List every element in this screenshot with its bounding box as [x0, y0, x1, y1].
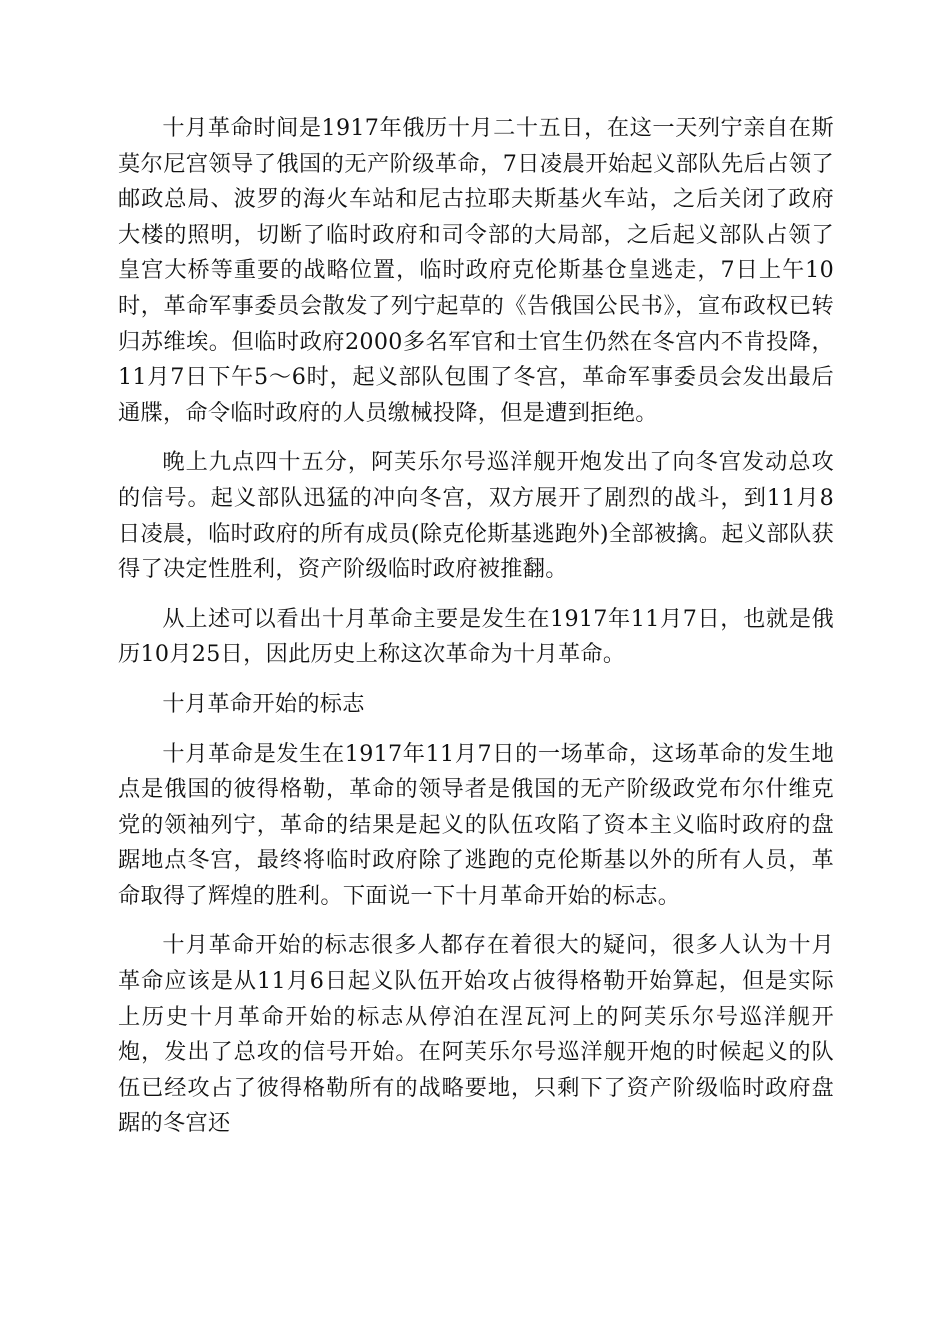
paragraph-4: 十月革命是发生在1917年11月7日的一场革命，这场革命的发生地点是俄国的彼得格勒，革命的领导者是俄国的无产阶级政党布尔什维克党的领袖列宁，革命的结果是起义的队伍攻陷了资本主义临时政府的盘踞地点冬宫，最终将临时政府除了逃跑的克伦斯基以外的所有人员，革命取得了辉煌的胜利。下面说一下十月革命开始的标志。 [118, 740, 834, 909]
paragraph-1: 十月革命时间是1917年俄历十月二十五日，在这一天列宁亲自在斯莫尔尼宫领导了俄国的无产阶级革命，7日凌晨开始起义部队先后占领了邮政总局、波罗的海火车站和尼古拉耶夫斯基火车站，之后关闭了政府大楼的照明，切断了临时政府和司令部的大局部，之后起义部队占领了皇宫大桥等重要的战略位置，临时政府克伦斯基仓皇逃走，7日上午10时，革命军事委员会散发了列宁起草的《告俄国公民书》，宣布政权已转归苏维埃。但临时政府2000多名军官和士官生仍然在冬宫内不肯投降，11月7日下午5～6时，起义部队包围了冬宫，革命军事委员会发出最后通牒，命令临时政府的人员缴械投降，但是遭到拒绝。 [118, 115, 834, 426]
document-page [118, 111, 834, 1156]
paragraph-3: 从上述可以看出十月革命主要是发生在1917年11月7日，也就是俄历10月25日，因此历史上称这次革命为十月革命。 [118, 605, 834, 668]
section-heading: 十月革命开始的标志 [162, 690, 365, 717]
paragraph-5: 十月革命开始的标志很多人都存在着很大的疑问，很多人认为十月革命应该是从11月6日起义队伍开始攻占彼得格勒开始算起，但是实际上历史十月革命开始的标志从停泊在涅瓦河上的阿芙乐尔号巡洋舰开炮，发出了总攻的信号开始。在阿芙乐尔号巡洋舰开炮的时候起义的队伍已经攻占了彼得格勒所有的战略要地，只剩下了资产阶级临时政府盘踞的冬宫还 [118, 932, 834, 1137]
paragraph-2: 晚上九点四十五分，阿芙乐尔号巡洋舰开炮发出了向冬宫发动总攻的信号。起义部队迅猛的冲向冬宫，双方展开了剧烈的战斗，到11月8日凌晨，临时政府的所有成员(除克伦斯基逃跑外)全部被擒。起义部队获得了决定性胜利，资产阶级临时政府被推翻。 [118, 449, 834, 583]
